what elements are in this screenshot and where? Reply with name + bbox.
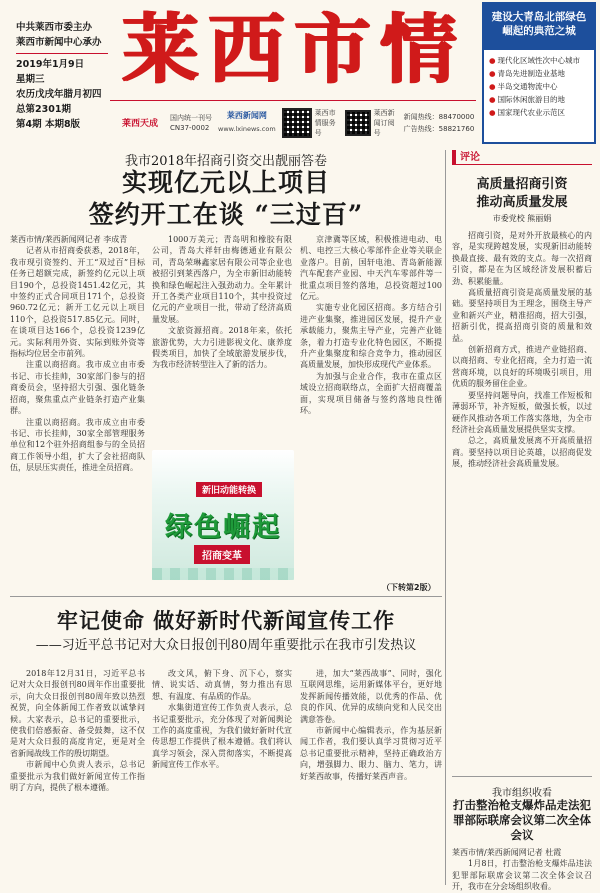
article1-column2 bbox=[152, 234, 292, 444]
issue-number: 第4期 bbox=[16, 119, 42, 130]
commentary-body bbox=[452, 230, 592, 750]
paragraph: 高质量招商引资是高质量发展的基础。要坚持项目为王理念，围绕主导产业和新兴产业，精准招商，招大引强，招新引优，提高招商引资的质量和效益。 bbox=[452, 288, 592, 343]
paragraph: 京津冀等区域，积极推进电动、电机、电控三大核心零部件企业等关联企业落户。目前，国轩电池、青岛新能源汽车配套产业园、中天汽车零部件等一批重点项目签约落地，总投资超过100亿元。 bbox=[300, 235, 442, 302]
article1-kicker: 我市2018年招商引资交出靓丽答卷 bbox=[124, 154, 328, 169]
bullet-icon: ● bbox=[489, 82, 496, 91]
masthead bbox=[0, 0, 600, 150]
paragraph: 招商引资，是对外开放最核心的内容，是实现跨越发展，实现新旧动能转换最直接、最有效的支点。每一次招商引资，都是在为区域经济发展积蓄后劲、积累能量。 bbox=[452, 231, 592, 286]
bullet-icon: ● bbox=[489, 95, 496, 104]
paragraph: 实施专业化园区招商。多方结合引进产业集聚，推进园区发展，提升产业承载能力，聚焦主导产业，完善产业链条，着力打造专业化特色园区，不断提升产业集聚度和综合竞争力，推动园区高质量发展，加快形成现代产业体系。 bbox=[300, 303, 442, 370]
commentary-column bbox=[452, 150, 592, 892]
issue-date: 2019年1月9日 bbox=[16, 59, 85, 70]
continued-note: （下转第2版） bbox=[382, 583, 436, 592]
main-column bbox=[10, 150, 442, 885]
article2-column1 bbox=[10, 668, 145, 883]
promo-item: ● 国家现代农业示范区 bbox=[489, 108, 566, 117]
paragraph: 要坚持问题导向，找准工作短板和薄弱环节，补齐短板，做强长板，以过硬作风推动各项工作落实落地，为全市经济社会高质量发展提供坚实支撑。 bbox=[452, 390, 592, 434]
domestic-code-label: 国内统一刊号 bbox=[170, 113, 212, 122]
news-hotline: 新闻热线：88470000 bbox=[403, 112, 475, 121]
brand-logo: 莱西天成 bbox=[121, 119, 158, 129]
article1-column3 bbox=[300, 234, 442, 578]
total-issue: 总第2301期 bbox=[16, 104, 71, 115]
green-rise-banner bbox=[152, 450, 294, 580]
publication-code: CN37-0002 bbox=[170, 123, 210, 132]
publisher-line1: 中共莱西市委主办 bbox=[16, 22, 93, 33]
promo-item: ● 半岛交通物流中心 bbox=[489, 82, 558, 91]
app-label: 莱西新闻订阅号 bbox=[373, 108, 395, 137]
newspaper-title bbox=[110, 2, 470, 98]
brief-title: 打击整治枪支爆炸品走法犯罪部际联席会议第二次全体会议 bbox=[453, 798, 591, 842]
website[interactable] bbox=[218, 111, 276, 134]
paragraph: 市新闻中心编辑表示，作为基层新闻工作者，我们要认真学习贯彻习近平总书记重要批示精神，坚持正确政治方向，增强脚力、眼力、脑力、笔力，讲好莱西故事，传播好莱西声音。 bbox=[300, 726, 442, 781]
banner-top-text: 新旧动能转换 bbox=[196, 482, 262, 497]
article2-headline: 牢记使命 做好新时代新闻宣传工作 bbox=[56, 608, 396, 633]
lunar-date: 农历戊戌年腊月初四 bbox=[16, 89, 102, 100]
title-char: 莱 bbox=[122, 5, 200, 94]
promo-item: ● 现代化区域性次中心城市 bbox=[489, 56, 581, 65]
promo-heading: 建设大青岛北部绿色崛起的典范之城 bbox=[484, 4, 594, 50]
brief-kicker: 我市组织收看 bbox=[492, 788, 552, 799]
paragraph: 总之，高质量发展离不开高质量招商。要坚持以项目论英雄，以招商促发展，推动经济社会高质量发展。 bbox=[452, 436, 592, 469]
promo-list bbox=[484, 50, 594, 123]
banner-main-text: 绿色崛起 bbox=[165, 512, 281, 543]
article1-headline: 实现亿元以上项目 签约开工在谈 “三过百” bbox=[88, 168, 364, 229]
paragraph: 文旅资源招商。2018年来，依托旅游优势，大力引进影视文化、康养度假类项目，加快了全域旅游发展步伐，为我市经济转型注入了新的活力。 bbox=[152, 326, 292, 370]
wechat-label: 莱西市情服务号 bbox=[314, 108, 336, 137]
promo-item: ● 国际休闲旅游目的地 bbox=[489, 95, 566, 104]
paragraph: 进，加大“莱西战事”、同时，强化互联网思维，运用新媒体平台，更好地发挥新闻传播效能，以优秀的作品、优良的作风、优异的成绩向党和人民交出满意答卷。 bbox=[300, 669, 442, 724]
promo-item: ● 青岛先进制造业基地 bbox=[489, 69, 566, 78]
info-bar bbox=[110, 100, 476, 144]
weekday: 星期三 bbox=[16, 74, 45, 85]
article2-subtitle: ——习近平总书记对大众日报创刊80周年重要批示在我市引发热议 bbox=[35, 638, 417, 653]
masthead-info bbox=[16, 20, 108, 132]
article2-column3 bbox=[300, 668, 442, 883]
brief-body bbox=[452, 847, 592, 892]
title-char: 市 bbox=[294, 5, 372, 94]
page-count: 本期8版 bbox=[44, 119, 81, 130]
article1-column1 bbox=[10, 234, 145, 534]
section-label: 评论 bbox=[452, 150, 592, 165]
paragraph: 记者从市招商委获悉，2018年，我市现引资签约、开工“双过百”目标任务已超额完成，新签约亿元以上项目190个，总投资1451.42亿元，其中签约正式合同项目171个，总投资960.72亿元；新开工亿元以上项目110个，总投资517.85亿元。同时，在谈项目达166个，总投资1239亿元。实际利用外资、实际到账外资等指标均位居全市前列。 bbox=[10, 246, 145, 359]
publisher-line2: 莱西市新闻中心承办 bbox=[16, 37, 102, 48]
paragraph: 注重以商招商。我市成立由市委书记、市长挂帅，30家部门参与的招商委员会，坚持招大引强、强化链条招商，聚焦重点产业链条打造产业集群。 bbox=[10, 360, 145, 416]
article2-column2 bbox=[152, 668, 292, 883]
paragraph: 水集街道宣传工作负责人表示，总书记重要批示，充分体现了对新闻舆论工作的高度重视，为我们做好新时代宣传思想工作提供了根本遵循。我们将认真学习领会，深入贯彻落实，不断提高新闻宣传工作水平。 bbox=[152, 703, 292, 770]
paragraph: 2018年12月31日，习近平总书记对大众日报创刊80周年作出重要批示，向大众日报创刊80周年致以热烈祝贺，向全体新闻工作者致以诚挚问候。大家表示，总书记的重要批示，使我们倍感振奋、备受鼓舞，这不仅是对大众日报的高度肯定，更是对全省新闻战线工作的殷切期望。 bbox=[10, 669, 145, 758]
article1-byline: 莱西市情/莱西新闻网记者 李成青 bbox=[10, 235, 128, 244]
brief-byline: 莱西市情/莱西新闻网记者 杜霞 bbox=[452, 848, 562, 857]
paragraph: 1000万美元；青岛明和橡胶有限公司，青岛大祥轩由梅德通业有限公司，青岛荣琳鑫家居有限公司等企业也被招引到莱西落户，为全市新旧动能转换和绿色崛起注入强劲动力。全年累计开工各类产业项目110个，其中投资过亿元的产业项目一批，带动了经济高质量发展。 bbox=[152, 235, 292, 324]
wechat-qr-icon[interactable] bbox=[282, 108, 312, 138]
bullet-icon: ● bbox=[489, 69, 496, 78]
app-qr-icon[interactable] bbox=[345, 110, 371, 136]
title-char: 情 bbox=[380, 5, 458, 94]
paragraph: 注重以商招商。我市成立由市委书记、市长挂帅，30家全部管理服务单位和12个驻外招商组参与的全员招商工作领导小组，扩大了会社招商队伍，层层压实责任，推进全员招商。 bbox=[10, 417, 145, 473]
website-url[interactable]: www.lxinews.com bbox=[218, 125, 276, 133]
website-name: 莱西新闻网 bbox=[226, 111, 267, 120]
paragraph: 改文风，俯下身、沉下心，察实情、说实话、动真情，努力推出有思想、有温度、有品质的作品。 bbox=[152, 669, 292, 701]
paragraph: 1月8日，打击整治枪支爆炸品违法犯罪部际联席会议第二次全体会议召开，我市在分会场组织收看。 bbox=[452, 859, 592, 892]
commentary-title: 高质量招商引资 推动高质量发展 bbox=[476, 177, 568, 210]
paragraph: 市新闻中心负责人表示，总书记重要批示为我们做好新闻宣传工作指明了方向，提供了根本遵循。 bbox=[10, 760, 145, 793]
promo-box bbox=[482, 2, 596, 144]
ad-hotline: 广告热线：58821760 bbox=[403, 124, 475, 133]
bullet-icon: ● bbox=[489, 108, 496, 117]
banner-sub-text: 招商变革 bbox=[194, 545, 250, 564]
paragraph: 为加强与企业合作，我市在重点区域设立招商联络点，全面扩大招商覆盖面，实现项目储备与签约落地良性循环。 bbox=[300, 371, 442, 416]
bullet-icon: ● bbox=[489, 56, 496, 65]
paragraph: 创新招商方式，推进产业链招商、以商招商、专业化招商，全力打造一流营商环境，以良好的环境吸引项目，用优质的服务留住企业。 bbox=[452, 345, 592, 389]
title-char: 西 bbox=[208, 5, 286, 94]
commentary-author: 市委党校 熊丽娟 bbox=[492, 214, 552, 223]
